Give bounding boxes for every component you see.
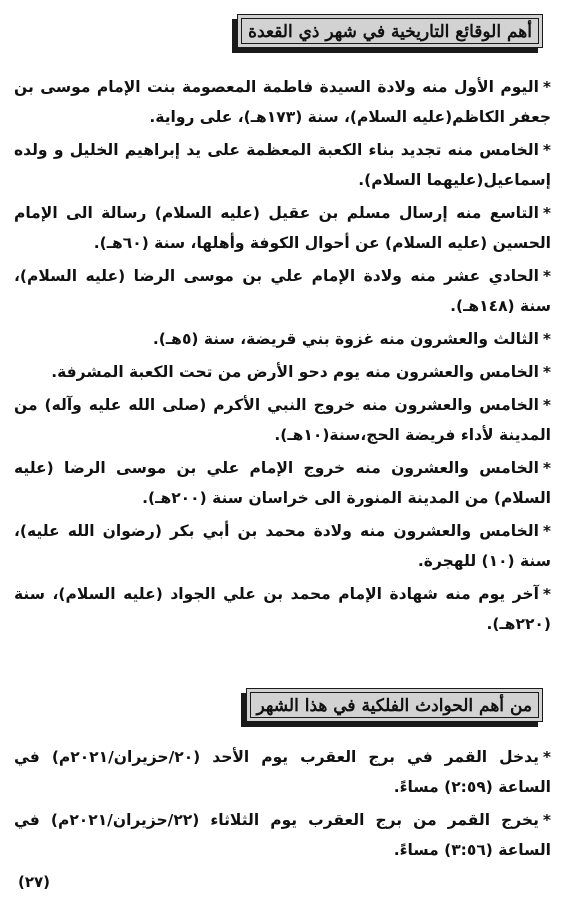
bullet-marker: *	[542, 267, 551, 285]
event-item-text: آخر يوم منه شهادة الإمام محمد بن علي الجواد (عليه السلام)، سنة (٢٢٠هـ).	[14, 585, 551, 633]
bullet-marker: *	[542, 363, 551, 381]
astronomical-events-heading-text: من أهم الحوادث الفلكية في هذا الشهر	[256, 696, 532, 716]
event-item-text: التاسع منه إرسال مسلم بن عقيل (عليه السلام) رسالة الى الإمام الحسين (عليه السلام) عن أحوال الكوفة وأهلها، سنة (٦٠هـ).	[14, 204, 551, 252]
bullet-marker: *	[542, 204, 551, 222]
bullet-marker: *	[542, 330, 551, 348]
bullet-marker: *	[542, 748, 551, 766]
bullet-marker: *	[542, 78, 551, 96]
astronomical-events-list	[14, 742, 551, 868]
astro-item-text: يدخل القمر في برج العقرب يوم الأحد (٢٠/حزيران/٢٠٢١م) في الساعة (٢:٥٩) مساءً.	[14, 748, 551, 796]
event-item	[14, 516, 551, 576]
bullet-marker: *	[542, 522, 551, 540]
astronomical-events-heading	[246, 688, 543, 722]
event-item-text: الخامس والعشرون منه خروج النبي الأكرم (صلى الله عليه وآله) من المدينة لأداء فريضة الحج،سنة(١٠هـ).	[14, 396, 551, 444]
astro-item	[14, 805, 551, 865]
event-item-text: اليوم الأول منه ولادة السيدة فاطمة المعصومة بنت الإمام موسى بن جعفر الكاظم(عليه السلام)، سنة (١٧٣هـ)، على رواية.	[14, 78, 551, 126]
event-item-text: الحادي عشر منه ولادة الإمام علي بن موسى الرضا (عليه السلام)، سنة (١٤٨هـ).	[14, 267, 551, 315]
event-item-text: الخامس منه تجديد بناء الكعبة المعظمة على يد إبراهيم الخليل و ولده إسماعيل(عليهما السلام).	[14, 141, 551, 189]
astro-item	[14, 742, 551, 802]
event-item	[14, 261, 551, 321]
event-item	[14, 72, 551, 132]
event-item-text: الخامس والعشرون منه ولادة محمد بن أبي بكر (رضوان الله عليه)، سنة (١٠) للهجرة.	[14, 522, 551, 570]
bullet-marker: *	[542, 811, 552, 829]
bullet-marker: *	[542, 459, 551, 477]
event-item-text: الخامس والعشرون منه يوم دحو الأرض من تحت الكعبة المشرفة.	[51, 363, 539, 381]
page-number: (٢٧)	[18, 873, 51, 891]
event-item	[14, 453, 551, 513]
astro-item-text: يخرج القمر من برج العقرب يوم الثلاثاء (٢٢/حزيران/٢٠٢١م) في الساعة (٣:٥٦) مساءً.	[14, 811, 551, 859]
bullet-marker: *	[542, 585, 551, 603]
event-item-text: الثالث والعشرون منه غزوة بني قريضة، سنة (٥هـ).	[152, 330, 539, 348]
historical-events-list	[14, 72, 551, 642]
historical-events-heading	[237, 14, 543, 48]
event-item	[14, 198, 551, 258]
bullet-marker: *	[542, 396, 551, 414]
event-item	[14, 357, 551, 387]
bullet-marker: *	[542, 141, 551, 159]
event-item	[14, 579, 551, 639]
event-item-text: الخامس والعشرون منه خروج الإمام علي بن موسى الرضا (عليه السلام) من المدينة المنورة الى خراسان سنة (٢٠٠هـ).	[14, 459, 551, 507]
event-item	[14, 390, 551, 450]
historical-events-heading-text: أهم الوقائع التاريخية في شهر ذي القعدة	[248, 22, 532, 42]
event-item	[14, 324, 551, 354]
event-item	[14, 135, 551, 195]
